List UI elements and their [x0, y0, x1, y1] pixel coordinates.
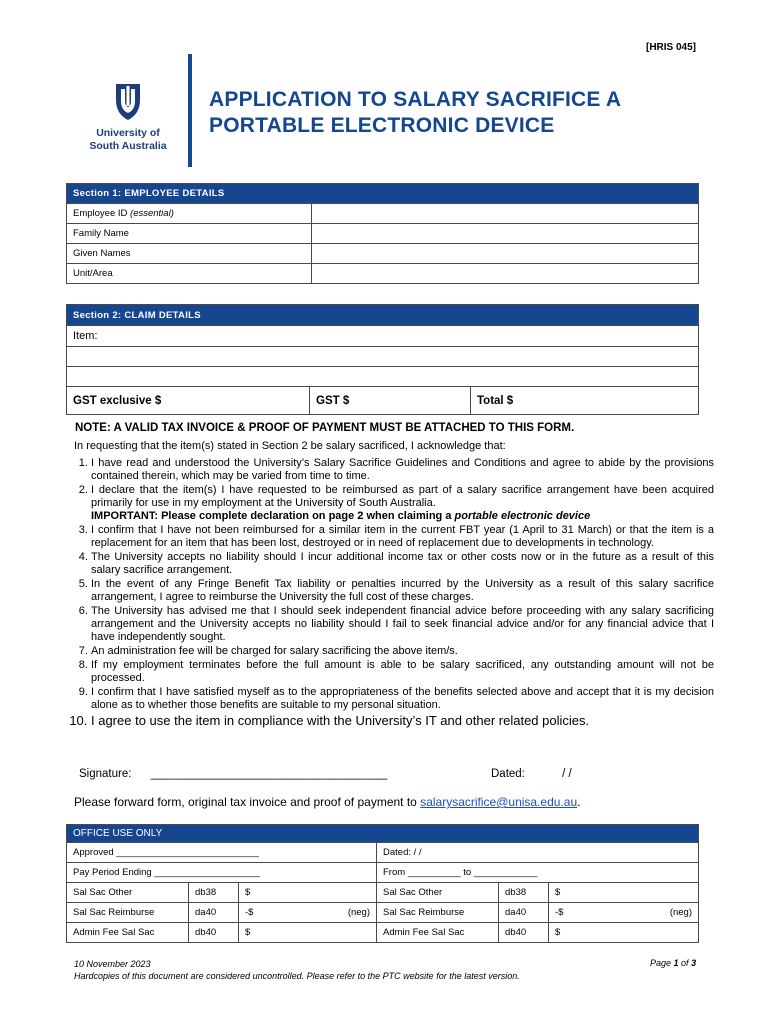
- dated-label: Dated:: [491, 768, 525, 780]
- admin-fee-code: db40: [189, 923, 239, 943]
- total-field[interactable]: Total $: [471, 387, 699, 415]
- acknowledgement-list: [74, 457, 714, 730]
- office-use-table: [66, 824, 699, 943]
- office-dated-field[interactable]: Dated: / /: [377, 843, 699, 863]
- title-line-1: APPLICATION TO SALARY SACRIFICE A: [209, 88, 622, 111]
- page-title: [209, 87, 621, 139]
- gst-exclusive-field[interactable]: GST exclusive $: [67, 387, 310, 415]
- dated-field[interactable]: / /: [562, 768, 572, 780]
- given-names-label: Given Names: [67, 244, 312, 264]
- signature-label: Signature:: [79, 768, 132, 780]
- approved-field[interactable]: Approved ___________________________: [67, 843, 377, 863]
- list-item: 5. In the event of any Fringe Benefit Tax liability or penalties incurred by the University as a result of this salary sacrifice arrangement, I agree to reimburse the University the full cost of these charges.: [91, 578, 714, 604]
- sal-sac-other-code-2: db38: [499, 883, 549, 903]
- signature-row[interactable]: [79, 768, 387, 780]
- forward-instructions: Please forward form, original tax invoice and proof of payment to salarysacrifice@unisa.edu.au.: [74, 795, 581, 809]
- sal-sac-other-amount[interactable]: $: [239, 883, 377, 903]
- sal-sac-reimburse-label: Sal Sac Reimburse: [67, 903, 189, 923]
- footer: [74, 958, 520, 982]
- page-number: Page 1 of 3: [650, 958, 697, 968]
- list-item: 7. An administration fee will be charged for salary sacrificing the above item/s.: [91, 645, 714, 658]
- family-name-label: Family Name: [67, 224, 312, 244]
- sal-sac-reimburse-amount-2[interactable]: -$ (neg): [549, 903, 699, 923]
- unit-area-label: Unit/Area: [67, 264, 312, 284]
- admin-fee-amount-2[interactable]: $: [549, 923, 699, 943]
- section1-heading: Section 1: EMPLOYEE DETAILS: [67, 184, 699, 204]
- pay-period-field[interactable]: Pay Period Ending ____________________: [67, 863, 377, 883]
- sal-sac-reimburse-label-2: Sal Sac Reimburse: [377, 903, 499, 923]
- section2-claim-details: [66, 304, 699, 415]
- from-to-field[interactable]: From __________ to ____________: [377, 863, 699, 883]
- list-item: 2. I declare that the item(s) I have requested to be reimbursed as part of a salary sacrifice arrangement have been acquired primarily for use in my employment at the University of South Australia. IMPORTANT: Please complete declaration on page 2 when claiming a portable electronic device: [91, 484, 714, 523]
- list-item: 10. I agree to use the item in compliance with the University’s IT and other related policies.: [91, 713, 714, 729]
- section1-employee-details: [66, 183, 699, 284]
- dated-row[interactable]: [491, 768, 572, 780]
- list-item: 3. I confirm that I have not been reimbursed for a similar item in the current FBT year (1 April to 31 March) or that the item is a replacement for an item that has been lost, destroyed or in need of replacement due to developments in technology.: [91, 524, 714, 550]
- item-field[interactable]: Item:: [67, 326, 699, 347]
- title-line-2: PORTABLE ELECTRONIC DEVICE: [209, 114, 555, 137]
- sal-sac-other-amount-2[interactable]: $: [549, 883, 699, 903]
- logo-text-line2: South Australia: [89, 140, 167, 152]
- unisa-shield-icon: [82, 80, 174, 122]
- header-divider: [188, 54, 192, 167]
- sal-sac-reimburse-code-2: da40: [499, 903, 549, 923]
- tax-invoice-note: NOTE: A VALID TAX INVOICE & PROOF OF PAYMENT MUST BE ATTACHED TO THIS FORM.: [75, 422, 575, 434]
- footer-disclaimer: Hardcopies of this document are considered uncontrolled. Please refer to the PTC website for the latest version.: [74, 971, 520, 981]
- employee-id-label: Employee ID (essential): [67, 204, 312, 224]
- sal-sac-other-code: db38: [189, 883, 239, 903]
- list-item: 6. The University has advised me that I should seek independent financial advice before proceeding with any salary sacrificing arrangement and the University accepts no liability should I fail to seek financial advice and/or for any financial advice that I have independently sought.: [91, 605, 714, 644]
- list-item: 9. I confirm that I have satisfied myself as to the appropriateness of the benefits selected above and accept that it is my decision alone as to whether those benefits are suitable to my personal situation.: [91, 686, 714, 712]
- acknowledgement-intro: In requesting that the item(s) stated in Section 2 be salary sacrificed, I acknowledge that:: [74, 440, 506, 452]
- logo-text-line1: University of: [96, 127, 160, 139]
- given-names-field[interactable]: [312, 244, 699, 264]
- admin-fee-label: Admin Fee Sal Sac: [67, 923, 189, 943]
- email-link[interactable]: salarysacrifice@unisa.edu.au: [420, 795, 578, 809]
- admin-fee-code-2: db40: [499, 923, 549, 943]
- signature-line[interactable]: _____________________________________: [150, 768, 388, 780]
- sal-sac-reimburse-code: da40: [189, 903, 239, 923]
- footer-date: 10 November 2023: [74, 959, 151, 969]
- important-declaration-note: IMPORTANT: Please complete declaration on page 2 when claiming a portable electronic device: [91, 510, 591, 522]
- sal-sac-other-label-2: Sal Sac Other: [377, 883, 499, 903]
- sal-sac-reimburse-amount[interactable]: -$ (neg): [239, 903, 377, 923]
- sal-sac-other-label: Sal Sac Other: [67, 883, 189, 903]
- university-logo: [82, 80, 174, 153]
- form-code: [HRIS 045]: [646, 42, 697, 53]
- item-field-line-2[interactable]: [67, 347, 699, 367]
- family-name-field[interactable]: [312, 224, 699, 244]
- item-field-line-3[interactable]: [67, 367, 699, 387]
- list-item: 8. If my employment terminates before the full amount is able to be salary sacrificed, any outstanding amount will not be processed.: [91, 659, 714, 685]
- office-use-heading: OFFICE USE ONLY: [67, 825, 699, 843]
- admin-fee-label-2: Admin Fee Sal Sac: [377, 923, 499, 943]
- unit-area-field[interactable]: [312, 264, 699, 284]
- section2-heading: Section 2: CLAIM DETAILS: [67, 305, 699, 326]
- admin-fee-amount[interactable]: $: [239, 923, 377, 943]
- employee-id-field[interactable]: [312, 204, 699, 224]
- list-item: 1. I have read and understood the University’s Salary Sacrifice Guidelines and Conditions and agree to abide by the provisions contained therein, which may be varied from time to time.: [91, 457, 714, 483]
- list-item: 4. The University accepts no liability should I incur additional income tax or other costs now or in the future as a result of this salary sacrifice arrangement.: [91, 551, 714, 577]
- gst-field[interactable]: GST $: [310, 387, 471, 415]
